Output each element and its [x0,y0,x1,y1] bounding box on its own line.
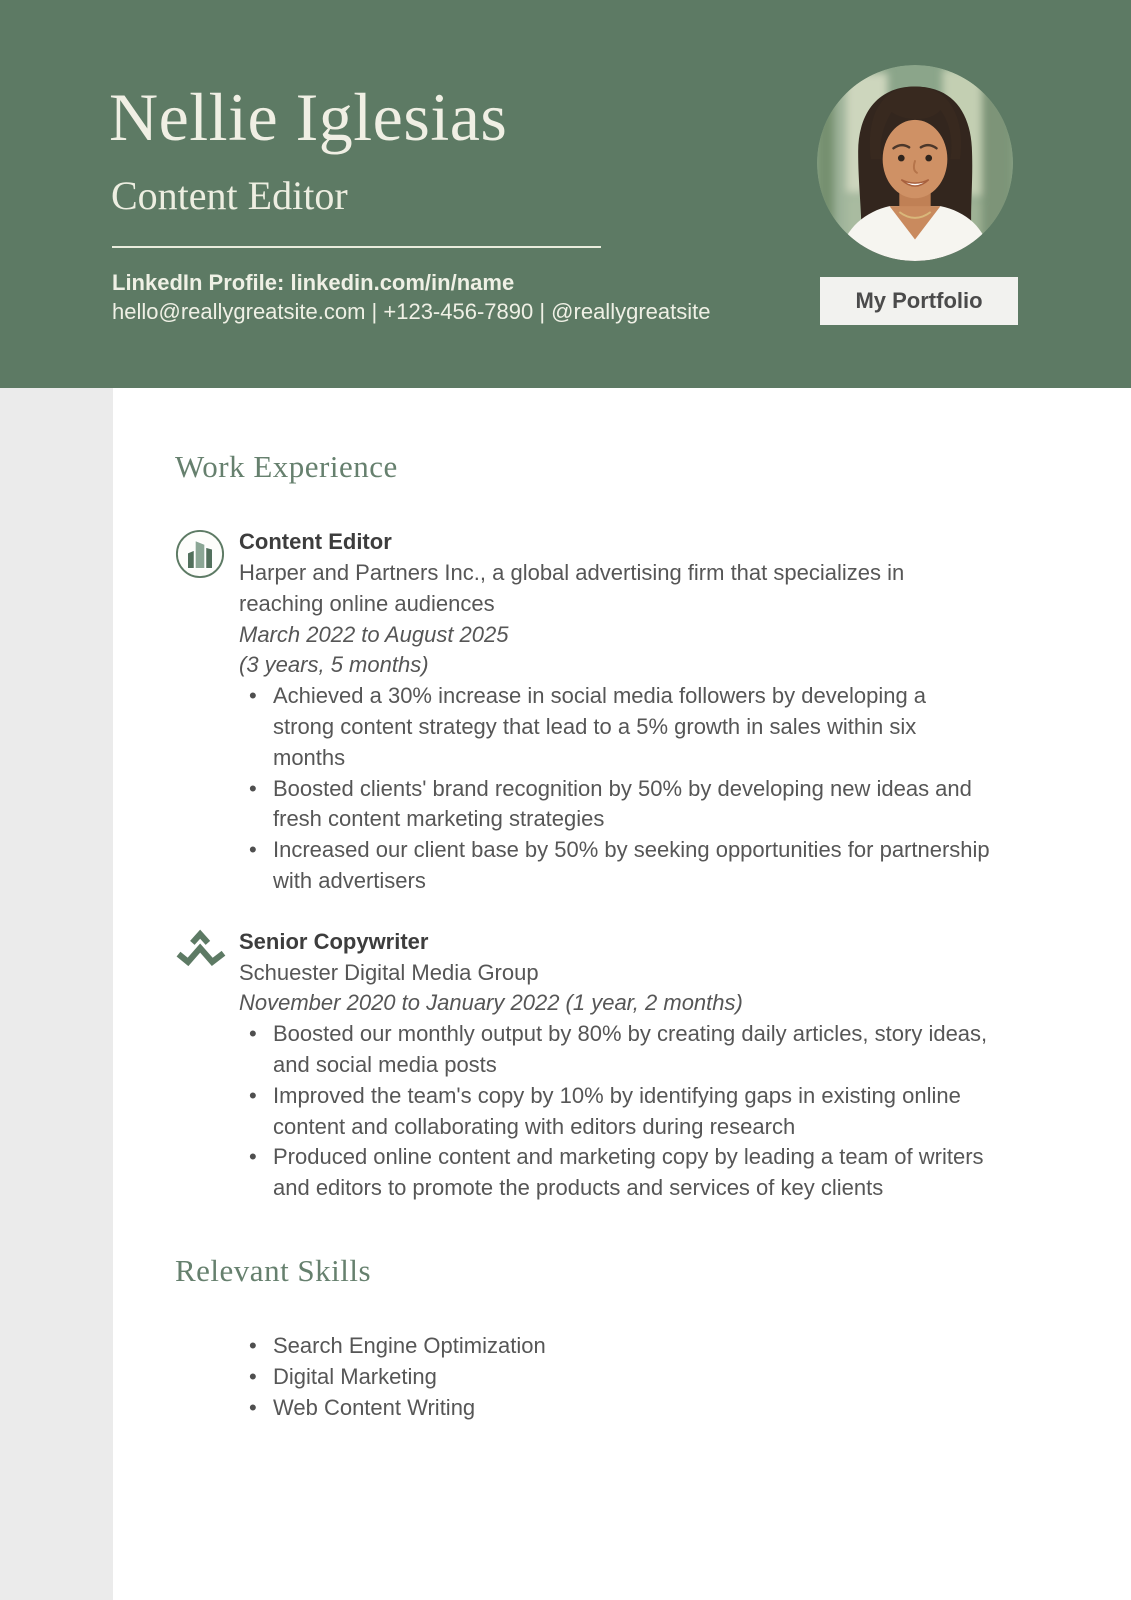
job-bullets [239,1019,990,1204]
jobs-list [175,527,990,1204]
contact-line: hello@reallygreatsite.com | +123-456-7890 | @reallygreatsite [112,299,711,324]
job-bullet: • Boosted our monthly output by 80% by creating daily articles, story ideas, and social media posts [239,1019,990,1081]
left-sidebar-rail [0,388,113,1600]
job-dates: November 2020 to January 2022 (1 year, 2 months) [239,990,743,1016]
job-entry [175,927,990,1204]
skills-heading: Relevant Skills [175,1252,372,1288]
skills-section [175,1252,990,1424]
job-bullet: • Increased our client base by 50% by seeking opportunities for partnership with advertisers [239,835,990,897]
person-job-title: Content Editor [111,173,348,218]
job-bullet: • Produced online content and marketing copy by leading a team of writers and editors to promote the products and services of key clients [239,1142,990,1204]
buildings-icon [175,529,227,897]
profile-photo-illustration [817,65,1013,261]
job-company: Schuester Digital Media Group [239,959,539,985]
zigzag-peaks-icon [175,929,227,1204]
job-title: Content Editor [239,529,392,555]
profile-photo [817,65,1013,261]
skill-item: • Digital Marketing [239,1362,990,1393]
job-dates: March 2022 to August 2025 [239,621,509,647]
job-bullet: • Achieved a 30% increase in social media followers by developing a strong content strategy that lead to a 5% growth in sales within six months [239,681,990,773]
job-duration: (3 years, 5 months) [239,652,429,678]
header-banner [0,0,1131,388]
skills-list [239,1331,990,1423]
job-bullet: • Improved the team's copy by 10% by identifying gaps in existing online content and collaborating with editors during research [239,1081,990,1143]
person-name: Nellie Iglesias [109,79,508,155]
my-portfolio-button[interactable]: My Portfolio [820,277,1018,325]
job-bullets [239,681,990,897]
work-experience-heading: Work Experience [175,449,398,484]
skill-item: • Search Engine Optimization [239,1331,990,1362]
job-title: Senior Copywriter [239,928,429,954]
contact-info [112,268,710,326]
header-divider [112,246,601,248]
resume-body [175,388,990,1424]
job-entry [175,527,990,897]
job-bullet: • Boosted clients' brand recognition by 50% by developing new ideas and fresh content marketing strategies [239,774,990,836]
work-experience-section [175,388,990,1204]
skill-item: • Web Content Writing [239,1393,990,1424]
job-company: Harper and Partners Inc., a global advertising firm that specializes in reaching online audiences [239,559,905,616]
linkedin-profile-line: LinkedIn Profile: linkedin.com/in/name [112,270,515,295]
